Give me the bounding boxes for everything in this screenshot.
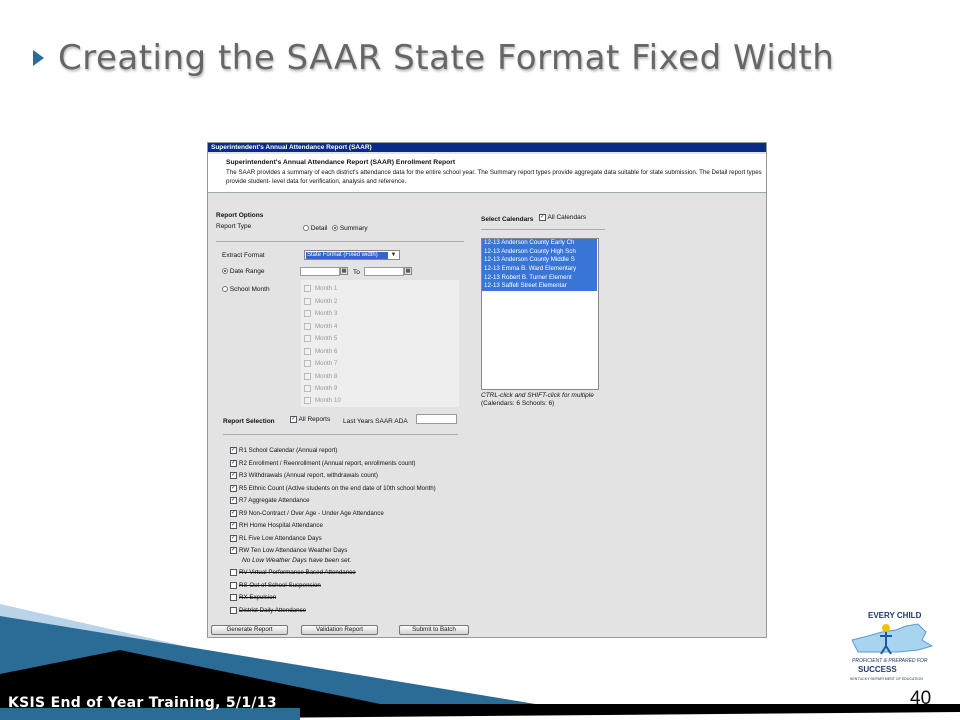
title-bullet-icon xyxy=(33,50,44,66)
report-checkbox[interactable]: ✓ xyxy=(231,534,237,541)
month-checkbox[interactable] xyxy=(304,348,311,355)
month-checkbox[interactable] xyxy=(304,397,311,404)
month-item[interactable]: Month 3 xyxy=(304,310,337,317)
report-item[interactable]: District Daily Attendance xyxy=(230,607,306,614)
school-month-option[interactable] xyxy=(222,286,270,293)
report-item[interactable]: RS Out of School Suspension xyxy=(230,582,321,589)
report-checkbox[interactable]: ✓ xyxy=(231,547,237,553)
page-number: 40 xyxy=(910,688,932,709)
all-calendars-checkbox[interactable]: ✓ xyxy=(540,214,546,220)
all-reports-option[interactable] xyxy=(290,416,330,423)
select-calendars-label: Select Calendars xyxy=(481,216,534,223)
month-checkbox[interactable] xyxy=(304,385,311,392)
month-item[interactable]: Month 6 xyxy=(304,348,337,355)
calendar-item[interactable]: 12-13 Robert B. Turner Element xyxy=(482,274,597,283)
report-header xyxy=(208,154,766,193)
calendar-list[interactable] xyxy=(481,238,599,390)
report-checkbox[interactable]: ✓ xyxy=(231,447,237,453)
school-month-radio[interactable] xyxy=(222,286,228,292)
summary-radio[interactable] xyxy=(332,225,338,231)
report-selection-label: Report Selection xyxy=(223,418,275,425)
calendar-item[interactable]: 12-13 Anderson County Early Ch xyxy=(482,239,597,248)
slide-title: Creating the SAAR State Format Fixed Width xyxy=(58,38,835,78)
all-calendars-option[interactable] xyxy=(539,214,586,221)
last-years-ada-label: Last Years SAAR ADA xyxy=(343,418,408,425)
footer-text: KSIS End of Year Training, 5/1/13 xyxy=(8,695,277,711)
calendars-divider xyxy=(481,229,605,230)
report-item[interactable]: ✓ R5 Ethnic Count (Active students on the end date of 10th school Month) xyxy=(231,484,436,492)
extract-format-label: Extract Format xyxy=(222,252,265,259)
validation-report-button[interactable]: Validation Report xyxy=(301,625,378,635)
calendar-item[interactable]: 12-13 Emma B. Ward Elementary xyxy=(482,265,597,274)
report-checkbox[interactable] xyxy=(230,594,237,601)
start-date-input[interactable] xyxy=(300,267,340,276)
chevron-down-icon: ▼ xyxy=(390,252,397,258)
last-years-ada-input[interactable] xyxy=(416,414,457,424)
options-divider xyxy=(216,241,464,242)
extract-format-value: State Format (Fixed width) xyxy=(306,252,388,259)
report-title: Superintendent's Annual Attendance Report (SAAR) Enrollment Report xyxy=(226,159,456,166)
generate-report-button[interactable]: Generate Report xyxy=(211,625,288,635)
submit-to-batch-button[interactable]: Submit to Batch xyxy=(399,625,469,635)
calendar-hint: CTRL-click and SHIFT-click for multiple xyxy=(481,392,594,399)
extract-format-select[interactable] xyxy=(304,250,400,260)
saar-report-screenshot xyxy=(207,142,767,638)
month-item[interactable]: Month 10 xyxy=(304,397,341,404)
report-item[interactable]: RV Virtual Performance Based Attendance xyxy=(230,569,356,576)
month-checkbox[interactable] xyxy=(304,323,311,330)
report-item[interactable]: ✓ R1 School Calendar (Annual report) xyxy=(231,447,338,454)
report-checkbox[interactable] xyxy=(230,569,237,576)
report-item[interactable]: ✓ RH Home Hospital Attendance xyxy=(231,522,323,529)
month-checkbox[interactable] xyxy=(304,298,311,305)
every-child-logo xyxy=(848,606,938,684)
school-month-label: School Month xyxy=(229,286,270,293)
report-description: The SAAR provides a summary of each district's attendance data for the entire school year. The Summary report types provide aggregate data suitable for state submission. The Detail report types provide student- level data for verification, analysis and reference. xyxy=(226,169,762,185)
end-date-input[interactable] xyxy=(364,267,404,276)
report-checkbox[interactable]: ✓ xyxy=(231,484,237,491)
weather-note: No Low Weather Days have been set. xyxy=(242,557,352,564)
child-figure-icon xyxy=(882,624,890,632)
kentucky-map-icon xyxy=(852,624,932,652)
month-item[interactable]: Month 8 xyxy=(304,373,337,380)
window-title: Superintendent's Annual Attendance Report (SAAR) xyxy=(208,143,766,152)
month-checkbox[interactable] xyxy=(304,335,311,342)
report-checkbox[interactable] xyxy=(230,582,237,589)
summary-label: Summary xyxy=(339,225,368,232)
month-item[interactable]: Month 5 xyxy=(304,335,337,342)
selection-divider xyxy=(223,434,458,435)
date-range-option[interactable] xyxy=(222,268,265,275)
logo-mid-text: PROFICIENT & PREPARED FOR xyxy=(852,658,928,664)
report-options-heading: Report Options xyxy=(216,212,264,219)
month-checkbox[interactable] xyxy=(304,360,311,367)
month-checkbox[interactable] xyxy=(304,373,311,380)
date-range-radio[interactable] xyxy=(222,268,228,274)
month-item[interactable]: Month 1 xyxy=(304,285,337,292)
report-type-label: Report Type xyxy=(216,223,252,230)
month-item[interactable]: Month 7 xyxy=(304,360,337,367)
report-checkbox[interactable]: ✓ xyxy=(231,497,237,503)
report-item[interactable]: ✓ R7 Aggregate Attendance xyxy=(231,497,310,504)
report-item[interactable]: ✓ R3 Withdrawals (Annual report, withdrawals count) xyxy=(231,472,378,479)
month-item[interactable]: Month 2 xyxy=(304,298,337,305)
logo-word-text: SUCCESS xyxy=(858,665,897,674)
report-type-summary[interactable] xyxy=(332,225,368,232)
all-calendars-label: All Calendars xyxy=(547,214,587,222)
logo-bottom-text: KENTUCKY DEPARTMENT OF EDUCATION xyxy=(850,677,923,681)
month-item[interactable]: Month 9 xyxy=(304,385,337,392)
calendar-icon[interactable]: ▦ xyxy=(405,268,411,274)
report-checkbox[interactable]: ✓ xyxy=(231,509,237,516)
report-checkbox[interactable]: ✓ xyxy=(231,459,237,466)
calendar-count: (Calendars: 6 Schools: 6) xyxy=(481,400,555,407)
calendar-item[interactable]: 12-13 Saffell Street Elementar xyxy=(482,282,597,291)
month-checkbox[interactable] xyxy=(304,285,311,292)
calendar-item[interactable]: 12-13 Anderson County High Sch xyxy=(482,248,597,257)
report-item[interactable]: ✓ R9 Non-Contract / Over Age - Under Age Attendance xyxy=(231,509,384,517)
month-list xyxy=(301,280,459,407)
report-type-detail[interactable] xyxy=(303,225,327,232)
date-range-label: Date Range xyxy=(229,268,265,275)
month-item[interactable]: Month 4 xyxy=(304,323,337,330)
calendar-item[interactable]: 12-13 Anderson County Middle S xyxy=(482,256,597,265)
logo-top-text: EVERY CHILD xyxy=(868,611,922,620)
report-checkbox[interactable]: ✓ xyxy=(231,522,237,528)
all-reports-label: All Reports xyxy=(298,416,331,424)
to-label: To xyxy=(353,269,360,276)
all-reports-checkbox[interactable]: ✓ xyxy=(291,416,297,422)
detail-label: Detail xyxy=(310,225,328,232)
report-item[interactable]: RX Expulsion xyxy=(230,594,276,601)
report-item[interactable]: ✓ RL Five Low Attendance Days xyxy=(231,534,322,542)
report-item[interactable]: ✓ R2 Enrollment / Reenrollment (Annual report, enrollments count) xyxy=(231,459,416,467)
month-checkbox[interactable] xyxy=(304,310,311,317)
report-item[interactable]: ✓ RW Ten Low Attendance Weather Days xyxy=(231,547,348,554)
calendar-icon[interactable]: ▦ xyxy=(341,268,347,274)
detail-radio[interactable] xyxy=(303,225,309,231)
report-checkbox[interactable]: ✓ xyxy=(231,472,237,478)
